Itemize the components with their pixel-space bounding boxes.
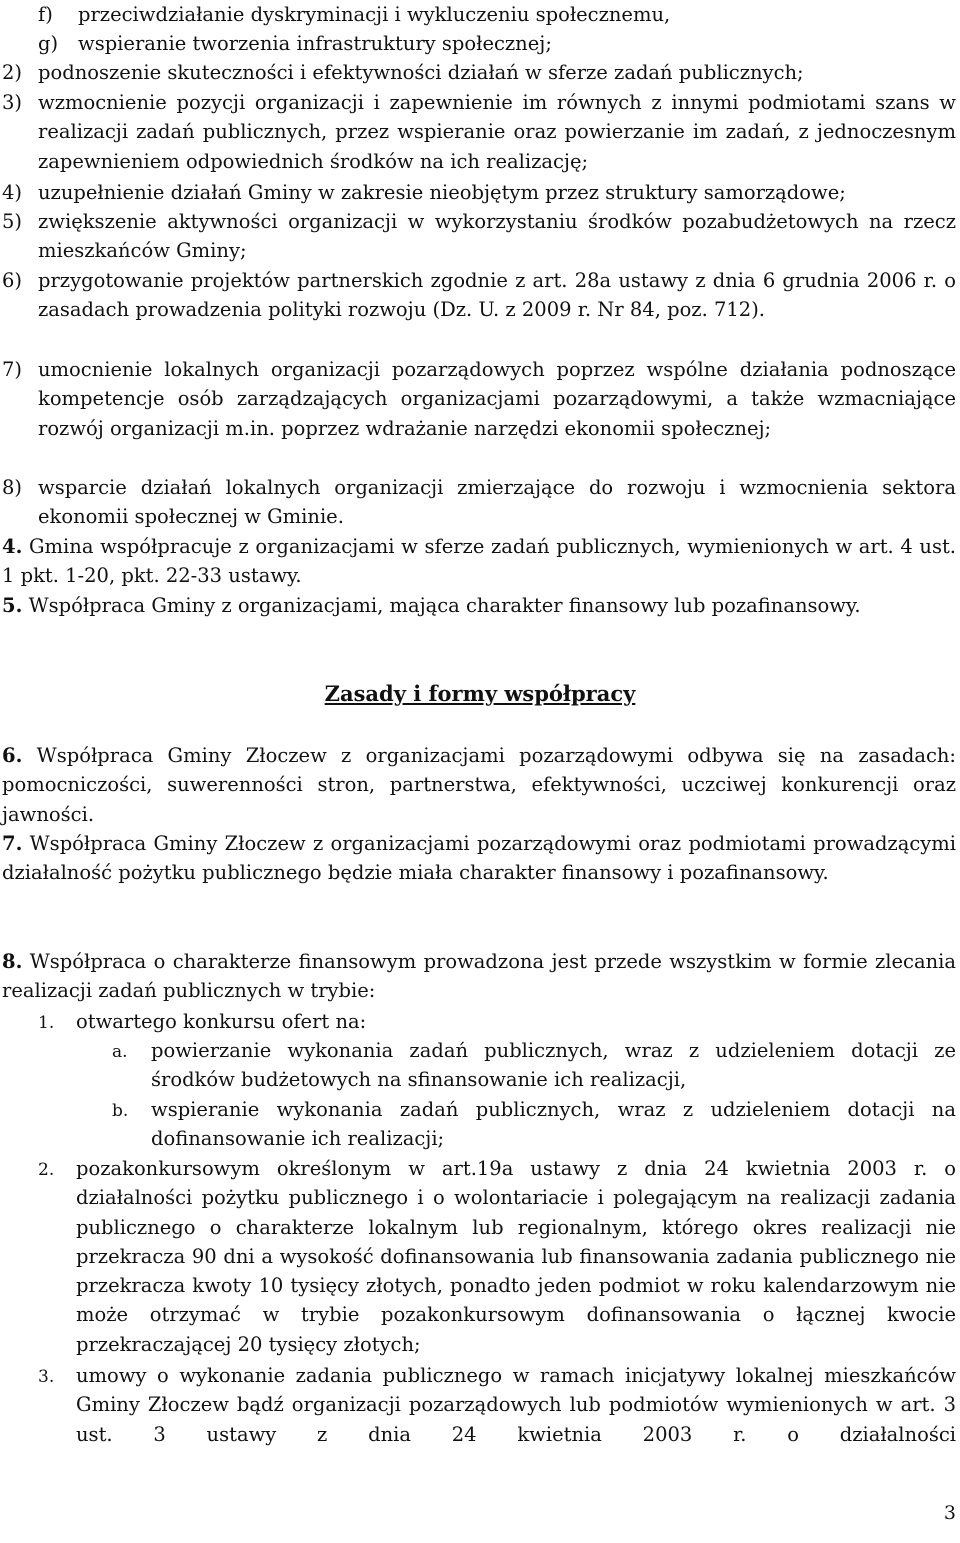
list-marker: a. (112, 1042, 128, 1062)
list-marker: 3. (38, 1367, 55, 1387)
paragraph-7 (2, 829, 956, 888)
page-number: 3 (943, 1502, 956, 1524)
paragraph-text: Współpraca Gminy z organizacjami, mająca charakter finansowy lub pozafinansowy. (28, 594, 861, 617)
list-text: wzmocnienie pozycji organizacji i zapewnienie im równych z innymi podmiotami szans w realizacji zadań publicznych, przez wspieranie oraz powierzanie im zadań, z jednoczesnym zapewnieniem odpowiednich środków na ich realizację; (38, 91, 956, 173)
section-heading: Zasady i formy współpracy (324, 681, 636, 706)
paragraph-number: 6. (2, 744, 23, 767)
paragraph-number: 8. (2, 950, 23, 973)
paragraph-4 (2, 532, 956, 591)
list-text: przeciwdziałanie dyskryminacji i wykluczeniu społecznemu, (78, 3, 671, 26)
list-text: umocnienie lokalnych organizacji pozarządowych poprzez wspólne działania podnoszące kompetencje osób zarządzających organizacjami pozarządowymi, a także wzmacniające rozwój organizacji m.in. poprzez wdrażanie narzędzi ekonomii społecznej; (38, 358, 956, 440)
list-text: wspieranie tworzenia infrastruktury społecznej; (78, 32, 552, 55)
paragraph-8 (2, 947, 956, 1006)
list-text: przygotowanie projektów partnerskich zgodnie z art. 28a ustawy z dnia 6 grudnia 2006 r. o zasadach prowadzenia polityki rozwoju (Dz. U. z 2009 r. Nr 84, poz. 712). (38, 269, 956, 322)
list-text: zwiększenie aktywności organizacji w wykorzystaniu środków pozabudżetowych na rzecz mieszkańców Gminy; (38, 210, 956, 263)
list-text: wsparcie działań lokalnych organizacji zmierzające do rozwoju i wzmocnienia sektora ekonomii społecznej w Gminie. (38, 476, 956, 529)
list-marker: b. (112, 1101, 129, 1121)
paragraph-number: 5. (2, 594, 23, 617)
list-marker: 6) (2, 269, 23, 292)
list-marker: 1. (38, 1013, 55, 1033)
paragraph-text: Współpraca Gminy Złoczew z organizacjami pozarządowymi oraz podmiotami prowadzącymi działalność pożytku publicznego będzie miała charakter finansowy i pozafinansowy. (2, 832, 956, 885)
paragraph-6 (2, 741, 956, 829)
list-text: wspieranie wykonania zadań publicznych, wraz z udzieleniem dotacji na dofinansowanie ich realizacji; (151, 1098, 956, 1151)
paragraph-text: Gmina współpracuje z organizacjami w sferze zadań publicznych, wymienionych w art. 4 ust. 1 pkt. 1-20, pkt. 22-33 ustawy. (2, 535, 956, 588)
list-marker: 5) (2, 210, 23, 233)
list-text: powierzanie wykonania zadań publicznych, wraz z udzieleniem dotacji ze środków budżetowych na sfinansowanie ich realizacji, (151, 1039, 956, 1092)
paragraph-text: Współpraca Gminy Złoczew z organizacjami pozarządowymi odbywa się na zasadach: pomocniczości, suwerenności stron, partnerstwa, efektywności, uczciwej konkurencji oraz jawności. (2, 744, 957, 826)
list-marker: 4) (2, 181, 23, 204)
list-marker: 8) (2, 476, 23, 499)
list-text: otwartego konkursu ofert na: (76, 1010, 367, 1033)
list-text: podnoszenie skuteczności i efektywności działań w sferze zadań publicznych; (38, 61, 804, 84)
paragraph-5 (2, 591, 956, 620)
list-marker: 3) (2, 91, 23, 114)
paragraph-number: 7. (2, 832, 23, 855)
list-marker: 7) (2, 358, 23, 381)
list-text: umowy o wykonanie zadania publicznego w ramach inicjatywy lokalnej mieszkańców Gminy Złoczew bądź organizacji pozarządowych lub podmiotów wymienionych w art. 3 ust. 3 ustawy z dnia 24 kwietnia 2003 r. o działalności (76, 1364, 956, 1446)
paragraph-text: Współpraca o charakterze finansowym prowadzona jest przede wszystkim w formie zlecania realizacji zadań publicznych w trybie: (2, 950, 956, 1003)
paragraph-number: 4. (2, 535, 23, 558)
list-marker: 2) (2, 61, 23, 84)
list-marker: f) (38, 3, 53, 26)
list-text: pozakonkursowym określonym w art.19a ustawy z dnia 24 kwietnia 2003 r. o działalności pożytku publicznego i o wolontariacie i polegającym na realizacji zadania publicznego o charakterze lokalnym lub regionalnym, którego okres realizacji nie przekracza 90 dni a wysokość dofinansowania lub finansowania zadania publicznego nie przekracza kwoty 10 tysięcy złotych, ponadto jeden podmiot w roku kalendarzowym nie może otrzymać w trybie pozakonkursowym dofinansowania o łącznej kwocie przekraczającej 20 tysięcy złotych; (76, 1157, 956, 1356)
list-marker: g) (38, 32, 59, 55)
list-marker: 2. (38, 1160, 55, 1180)
list-text: uzupełnienie działań Gminy w zakresie nieobjętym przez struktury samorządowe; (38, 181, 846, 204)
